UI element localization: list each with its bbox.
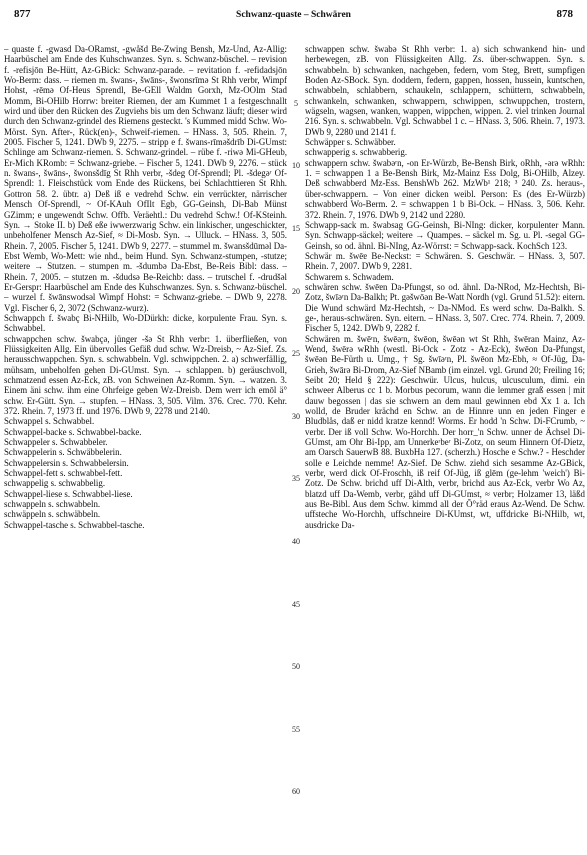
entry-schwappchen: schwappchen schw. šwabçə, jünger -šə St Rhh verbr: 1. überfließen, von Flüssigkeiten Allg. Ein übervolles Gefäß dud schw. Wz-Dreisb, ~ Az-Sief. Zs. herausschwappchen. Syn. s. schwabbeln. Vgl. schwippchen. 2. a) schwerfällig, mühsam, unbeholfen gehen Di-GUmst. Syn. → schlappen. b) geräuschvoll, schmatzend essen Az-Eck, zB. von Schweinen Az-Romm. Syn. → watzen. 3. Einem äni schw. ihm eine Ohrfeige geben Wz-Dreisb. Dem werr ich emōl ä° schw. Er-Gütt. Syn. → stupfen. – HNass. 3, 505. Vilm. 376. Crec. 770. Kehr. 372. Rhein. 7, 1973 ff. und 1976. DWb 9, 2278 und 2140. [4, 333, 287, 417]
entry-schwappen: schwappen schw. šwabə St Rhh verbr: 1. a) sich schwankend hin- und herbewegen, zB. von Flüssigkeiten Allg. Zs. über-schwappen. Syn. s. schwabbeln. b) schwanken, nachgeben, federn, vom Steg, Brett, sumpfigen Boden Az-SBock. Syn. doddern, federn, gappen, hossen, hussein, kuntschen, schwabbeln, schlabbern, schaukeln, schlappern, schüttern, schwabbeln, schwankeln, schwanken, schwappern, schwippen, schwuppchen, trostern, wägseln, wagsen, wanken, wappen, wippchen, wippen. 2. viel trinken Journal 216. Syn. s. schwabbeln. Vgl. Schwabbel 1 c. – HNass. 3, 506. Rhein. 7, 1973. DWb 9, 2280 und 2141 f. [305, 44, 585, 137]
left-column [4, 44, 287, 530]
entry-schwappelerin: Schwappelerin s. Schwäbbelerin. [4, 447, 122, 458]
line-number: 5 [294, 99, 298, 108]
entry-schwappel-backe: Schwappel-backe s. Schwabbel-backe. [4, 426, 142, 437]
page-number-left: 877 [14, 8, 31, 20]
entry-schwappelersin: Schwappelersin s. Schwabbelersin. [4, 457, 129, 468]
entry-schwapperig: schwapperig s. schwabberig. [305, 147, 408, 158]
entry-schwappel-tasche: Schwappel-tasche s. Schwabbel-tasche. [4, 519, 145, 530]
entry-schwappch: Schwappch f. šwabç Bi-NHilb, Wo-DDürkh: dicke, korpulente Frau. Syn. s. Schwabbel. [4, 312, 287, 334]
entry-schwaeppeln: schwäppeln s. schwäbbeln. [4, 509, 101, 520]
entry-schwappelig: schwappelig s. schwabbelig. [4, 478, 106, 489]
line-number: 45 [292, 600, 300, 609]
running-title: Schwanz-quaste – Schwären [236, 10, 351, 20]
line-number: 25 [292, 349, 300, 358]
entry-schwappeler: Schwappeler s. Schwabbeler. [4, 437, 108, 448]
line-number: 15 [292, 224, 300, 233]
line-number: 10 [292, 161, 300, 170]
entry-schwarem: Schwarem s. Schwadem. [305, 271, 394, 282]
line-number: 20 [292, 287, 300, 296]
entry-schwappel-fett: Schwappel-fett s. schwabbel-fett. [4, 468, 123, 479]
entry-schwaer: Schwär m. šwēɐ Be-Neckst: = Schwären. S. Geschwär. – HNass. 3, 507. Rhein. 7, 2007. DWb 9, 2281. [305, 250, 585, 272]
line-number: 35 [292, 474, 300, 483]
entry-schwappeln: schwappeln s. schwabbeln. [4, 499, 101, 510]
entry-schwaeren-verb: schwären schw. šwēɐn Da-Pfungst, so od. ähnl. Da-NRod, Mz-Hechtsh, Bi-Zotz, šwīəʳn Da-Balkh; Pt. gəšwōən Be-Watt Nordh (vgl. Grund 51.52): eitern. Die Wund schwärd Mz-Hechtsh, ~ Da-NMod. Es werd schw. Da-Balkh. S. ge-, heraus-schwären. Syn. eitern. – HNass. 3, 507. Crec. 774. Rhein. 7, 2009. Fischer 5, 1242. DWb 9, 2282 f. [305, 281, 585, 334]
line-number: 60 [292, 787, 300, 796]
right-column [305, 44, 585, 530]
entry-schwappel: Schwappel s. Schwabbel. [4, 416, 95, 427]
entry-schwaeren-noun: Schwären m. šwēʳn, šwēəʳn, šwēon, šwēən wt St Rhh, šwēran Mainz, Az-Wend, šwērə wRhh (westl. Bi-Ock - Zotz - Az-Eck), šwēon Da-Pfungst, šwēən Be-Fürth u. Umg., † Sg. šwīəʳn, Pl. šwēon Mz-Ebh, ≈ Of-Jüg, Da-Grieh, šwārə Bi-Drom, Az-Sief NBamb (im einzel. vgl. Grund 20; Freiling 16; Seibt 20; Held § 222): Geschwür. Ulcus, hulcus, ulcusculum, dimi. ein schweer Alberus cc 1 b. Morbus pecorum, wann die lemmer graß essen | mit dauw begossen | das sie schwern an dem maul gewinnen ebd Xx 1 a. Ich wolld, de Bruder krächd en Schw. an de Hinnre unn en jeden Finger e Bludblås, daß er nidd kratze kennd! Worms. Er hodd 'n Schw. Di-FCrumb, ~ verbr. Der iß voll Schw. Wo-Horchh. Der horr_'n Schw. unner de Ächsel Di-GUmst, am Ohr Bi-Ipp, am Unnerkeʳbeʳ Bi-Zotz, on seum Hinnern Of-Dietz, am Oarsch SauerwB 88. BuxbHa 127. (scherzh.) Hosche e Schw.? - Heschder solle e Leichde nemme! Az-Sief. De Schw. ziehd sich sesamme Az-GBick, verbr, werd dick Of-Froschh, iß reif Of-Jüg, iß glēm (ge-lehm 'weich') Bi-Zotz. De Schw. brichd uff Di-Alth, verbr, brichd aus Az-Eck, verbr Wo Az, blatzd uff Da-Wemb, verbr, gähd uff Di-GUmst, ≈ verbr; Holzamer 13, läßd aus Be-Bibl. Aus dem Schw. kimmd all der Ō°räd eraus Az-Wend. De Schw. uffsteche Wo-Horchh, uffschneire Di-KUmst, wt, uffdricke Bi-NHilb, wt, ausdricke Da- [305, 333, 585, 530]
page-number-right: 878 [556, 8, 573, 20]
line-number: 30 [292, 412, 300, 421]
line-number: 50 [292, 662, 300, 671]
entry-schwanz-quaste-block: – quaste f. -gwasd Da-ORamst, -gwåšd Be-Zwing Bensh, Mz-Und, Az-Allig: Haarbüschel am Ende des Kuhschwanzes. Syn. s. Schwanz-büschel. – revision f. -refisjōn Be-Hütt, Az-GBick: Schwanz-parade. – revitation f. -refidadsjōn Wo-Berm: dass. – riemen m. šwans-, šwāns-, šwonsrīmə St Rhh verbr, Wimpf Hohst, -rēmə Of-Heus Sprendl, Be-GEll Waldm Gorxh, Mz-OOlm Stad Momm, Bi-OHilb Horrw: breiter Riemen, der am Kummet 1 a festgeschnallt wird und über den Rücken des Zugviehs bis um den Schwanz läuft; dieser wird durch den Schwanz-grindel des Riemens gesteckt. 's Kummed midd Schw. Wo-Mörst. Syn. After-, Rück(en)-, Schweif-riemen. – HNass. 3, 505. Rhein. 7, 2005. Fischer 5, 1241. DWb 9, 2275. – stripp e f. šwans-rīməšdrīb Di-GUmst: Schlinge am Schwanz-riemen. S. Schwanz-grindel. – rübe f. -riwə Mi-GHeub, Er-Mich KRomb: = Schwanz-griebe. – Fischer 5, 1241. DWb 9, 2276. – stück n. šwans-, šwāns-, šwonsšdīg St Rhh verbr, -šdeg Of-Sprendl; Pl. -šdegəʳ Of-Sprendl: 1. Fleischstück vom Ende des Rückens, bei Schlachttieren St Rhh. Gottron 58. 2. übtr. a) Deß iß e vedrehd Schw. ein verrückter, närrischer Mensch Of-Sprendl, ~ Of-KAuh OfIlt Egb, GG-Geinsh, Di-Bab Münst GZimm; e ungewendt Schw. Offb. Veräehtl.: Du vedrehd Schw.! Of-KSteinh. Syn. → Stoke II. b) Deß eße iwwerzwarig Schw. ein linkischer, ungeschickter, unbeholfener Mensch Az-Sief, ≈ Di-Mosb. Syn. → Ulluck. – HNass. 3, 505. Rhein. 7, 2005. Fischer 5, 1241. DWb 9, 2277. – stummel m. šwansšdūməl Da-Ebst Wemb, Wo-Mett: wie nhd., beim Hund. Syn. Schwanz-stumpen, -stutze; weitere → Stutzen. – stumpen m. -šdumbə Da-Ebst, Be-Reis Bibl: dass. – Rhein. 7, 2005. – stutzen m. -šdudsə Be-Reichb: dass. – trutschel f. -drudšəl Er-Gerspr: Haarbüschel am Ende des Kuhschwanzes. Syn. s. Schwanz-büschel. – wurzel f. šwānswodsəl Wimpf Hohst: = Schwanz-griebe. – DWb 9, 2278. Vgl. Fischer 6, 2, 3072 (Schwanz-wurz). [4, 44, 287, 313]
entry-schwapp-sack: Schwapp-sack m. šwabsag GG-Geinsh, Bi-NIng: dicker, korpulenter Mann. Syn. Schwapp-säckel; weitere → Quampes. – säckel m. Sg. u. Pl. -segəl GG-Geinsh, so od. ähnl. Bi-NIng, Az-Wörrst: = Schwapp-sack. KochSch 123. [305, 219, 585, 251]
entry-schwaepper: Schwäpper s. Schwäbber. [305, 137, 396, 148]
line-number: 40 [292, 537, 300, 546]
page-header [14, 6, 573, 24]
entry-schwappern: schwappern schw. šwabəʳn, -on Er-Würzb, Be-Bensh Birk, oRhh, -ərə wRhh: 1. = schwappen 1 a Be-Bensh Birk, Mz-Mainz Ess Dolg, Bi-OHilb, Alzey. Deß schwabberd Mz-Ess. BenshWb 262. MzWb¹ 218; ³ 240. Zs. heraus-, über-schwappern. – Von einer dicken weibl. Person: Es (des Er-Würzb) schwabberd Wo-Berm. 2. = schwappen 1 b Bi-Ock. – HNass. 3, 506. Kehr. 372. Rhein. 7, 1976. DWb 9, 2142 und 2280. [305, 157, 585, 220]
entry-schwappel-liese: Schwappel-liese s. Schwabbel-liese. [4, 488, 133, 499]
line-number: 55 [292, 725, 300, 734]
